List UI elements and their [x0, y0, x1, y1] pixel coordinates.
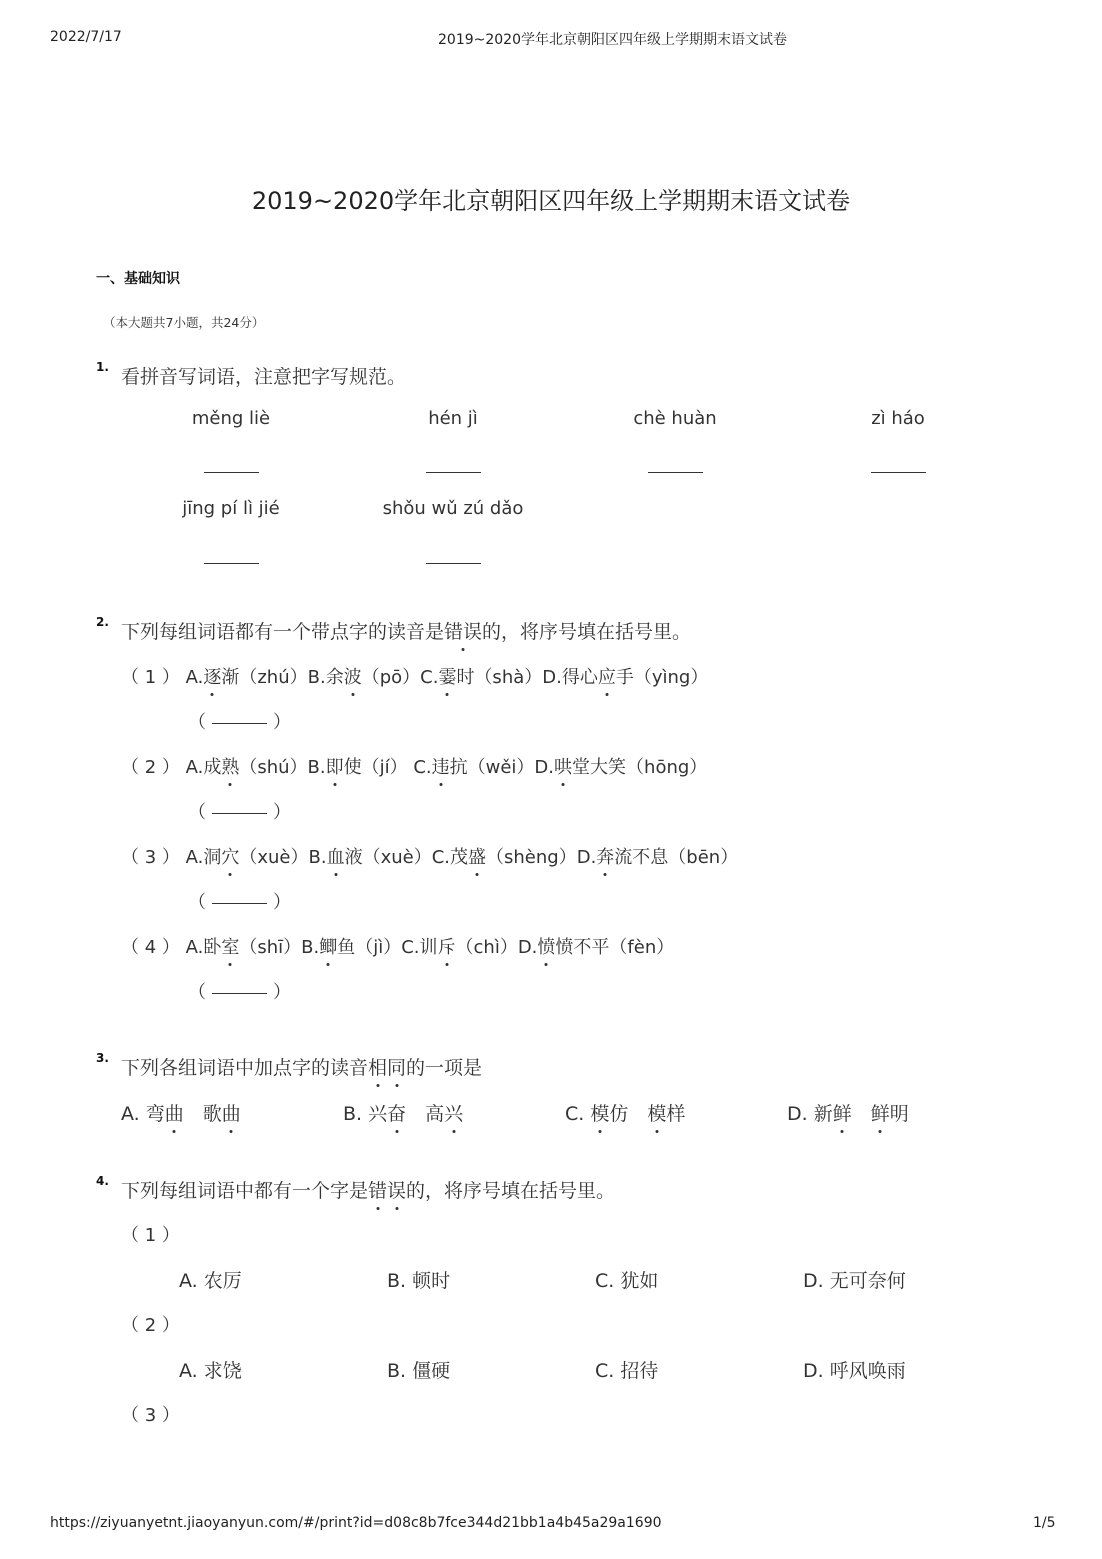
option-a[interactable]: A. 弯曲 歌曲 — [121, 1099, 241, 1126]
header-title: 2019~2020学年北京朝阳区四年级上学期期末语文试卷 — [438, 32, 787, 48]
option-a[interactable]: A. 求饶 — [179, 1360, 242, 1382]
option-b[interactable]: B. 顿时 — [387, 1270, 451, 1292]
page-title: 2019~2020学年北京朝阳区四年级上学期期末语文试卷 — [251, 187, 851, 215]
answer-blank[interactable] — [204, 562, 259, 564]
answer-blank[interactable] — [871, 471, 926, 473]
pinyin-item: shǒu wǔ zú dǎo — [382, 498, 524, 519]
option-b[interactable]: B. 僵硬 — [387, 1360, 451, 1382]
section-title: 一、基础知识 — [96, 271, 180, 287]
question-text: 下列每组词语中都有一个字是错误的，将序号填在括号里。 — [121, 1176, 615, 1203]
pinyin-item: jīng pí lì jié — [182, 498, 280, 519]
question-number: 4. — [96, 1174, 109, 1188]
option-d[interactable]: D. 无可奈何 — [803, 1270, 906, 1292]
q2-item: （ 3 ） A.洞穴（xuè）B.血液（xuè）C.茂盛（shèng）D.奔流不息（bēn） — [121, 843, 738, 869]
answer-paren[interactable]: （ ） — [188, 712, 291, 733]
pinyin-item: chè huàn — [633, 408, 717, 429]
footer-url[interactable]: https://ziyuanyetnt.jiaoyanyun.com/#/print?id=d08c8b7fce344d21bb1a4b45a29a1690 — [50, 1515, 662, 1531]
answer-blank[interactable] — [426, 562, 481, 564]
answer-paren[interactable]: （ ） — [188, 802, 291, 823]
q4-group-index: （ 1 ） — [121, 1225, 180, 1246]
question-text: 看拼音写词语，注意把字写规范。 — [121, 366, 407, 388]
question-number: 2. — [96, 615, 109, 629]
option-a[interactable]: A. 农厉 — [179, 1270, 242, 1292]
option-c[interactable]: C. 犹如 — [595, 1270, 659, 1292]
header-date: 2022/7/17 — [50, 29, 122, 45]
answer-paren[interactable]: （ ） — [188, 892, 291, 913]
option-d[interactable]: D. 新鲜 鲜明 — [787, 1099, 909, 1126]
question-number: 1. — [96, 360, 109, 374]
question-text: 下列每组词语都有一个带点字的读音是错误的，将序号填在括号里。 — [121, 617, 691, 644]
q2-item: （ 2 ） A.成熟（shú）B.即使（jí） C.违抗（wěi）D.哄堂大笑（hōng） — [121, 753, 707, 779]
q4-group-index: （ 2 ） — [121, 1315, 180, 1336]
page-number: 1/5 — [1033, 1515, 1056, 1531]
section-note: （本大题共7小题，共24分） — [103, 315, 265, 330]
option-b[interactable]: B. 兴奋 高兴 — [343, 1099, 463, 1126]
option-c[interactable]: C. 模仿 模样 — [565, 1099, 685, 1126]
option-d[interactable]: D. 呼风唤雨 — [803, 1360, 906, 1382]
q4-group-index: （ 3 ） — [121, 1405, 180, 1426]
pinyin-item: měng liè — [191, 408, 271, 429]
q2-item: （ 4 ） A.卧室（shī）B.鲫鱼（jì）C.训斥（chì）D.愤愤不平（fèn） — [121, 933, 674, 959]
answer-paren[interactable]: （ ） — [188, 982, 291, 1003]
answer-blank[interactable] — [426, 471, 481, 473]
q2-item: （ 1 ） A.逐渐（zhú）B.余波（pō）C.霎时（shà）D.得心应手（yìng） — [121, 663, 708, 689]
pinyin-item: hén jì — [428, 408, 478, 429]
answer-blank[interactable] — [648, 471, 703, 473]
pinyin-item: zì háo — [871, 408, 925, 429]
answer-blank[interactable] — [204, 471, 259, 473]
question-text: 下列各组词语中加点字的读音相同的一项是 — [121, 1053, 482, 1080]
option-c[interactable]: C. 招待 — [595, 1360, 659, 1382]
question-number: 3. — [96, 1051, 109, 1065]
